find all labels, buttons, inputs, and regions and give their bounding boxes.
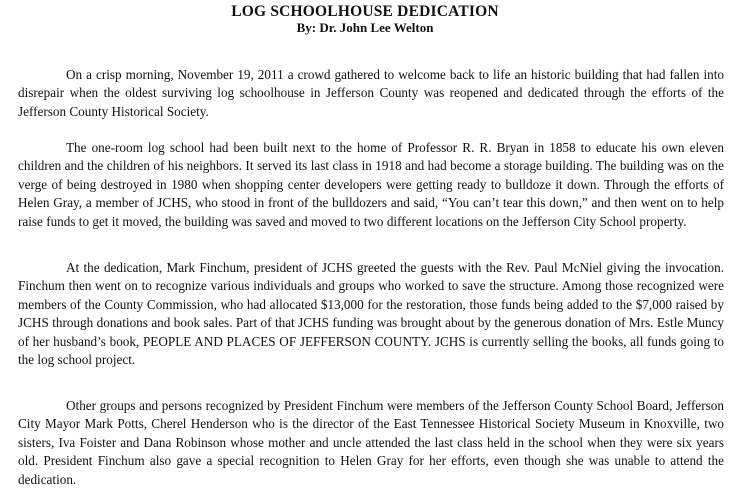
paragraph-dedication-intro: On a crisp morning, November 19, 2011 a crowd gathered to welcome back to life an historic building that had fallen into disrepair when the oldest surviving log schoolhouse in Jefferson County was reopened and dedicated through the efforts of the Jefferson County Historical Society.	[18, 67, 724, 119]
article-byline: By: Dr. John Lee Welton	[296, 20, 434, 35]
paragraph-recognitions: Other groups and persons recognized by President Finchum were members of the Jefferson County School Board, Jefferson City Mayor Mark Potts, Cherel Henderson who is the director of the East Tennessee Historical Society Museum in Knoxville, two sisters, Iva Foister and Dana Robinson whose mother and uncle attended the last class held in the school when they were six years old. President Finchum also gave a special recognition to Helen Gray for her efforts, even though she was unable to attend the dedication.	[18, 398, 724, 487]
article-title: LOG SCHOOLHOUSE DEDICATION	[231, 3, 499, 20]
paragraph-dedication-ceremony: At the dedication, Mark Finchum, president of JCHS greeted the guests with the Rev. Paul McNiel giving the invocation. Finchum then went on to recognize various individuals and groups who worked to save the structure. Among those recognized were members of the County Commission, who had allocated $13,000 for the restoration, those funds being added to the $7,000 raised by JCHS through donations and book sales. Part of that JCHS funding was brought about by the generous donation of Mrs. Estle Muncy of her husband’s book, PEOPLE AND PLACES OF JEFFERSON COUNTY. JCHS is currently selling the books, all funds going to the log school project.	[18, 260, 724, 368]
paragraph-school-history: The one-room log school had been built next to the home of Professor R. R. Bryan in 1858 to educate his own eleven children and the children of his neighbors. It served its last class in 1918 and had become a storage building. The building was on the verge of being destroyed in 1980 when shopping center developers were getting ready to bulldoze it down. Through the efforts of Helen Gray, a member of JCHS, who stood in front of the bulldozers and said, “You can’t tear this down,” and then went on to help raise funds to get it moved, the building was saved and moved to two different locations on the Jefferson City School property.	[18, 140, 724, 229]
